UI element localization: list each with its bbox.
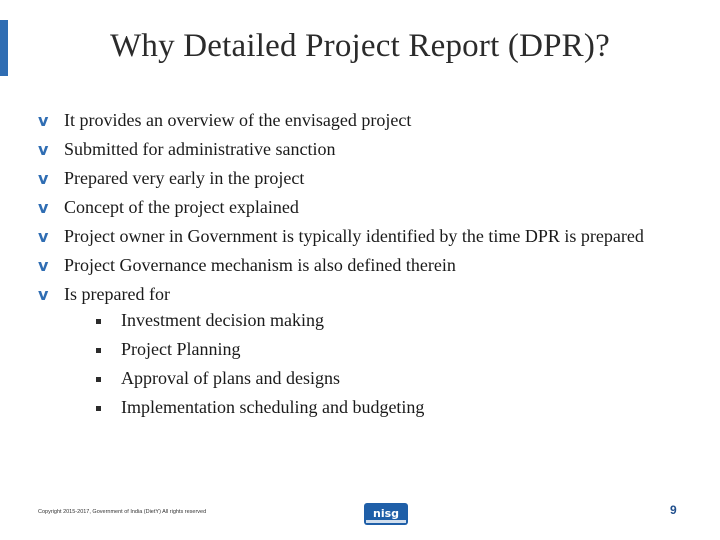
bullet-item	[38, 135, 644, 164]
bullet-item	[38, 222, 644, 251]
slide-title: Why Detailed Project Report (DPR)?	[110, 28, 610, 64]
bullet-item	[38, 164, 644, 193]
checkmark-bullet-icon: v	[38, 169, 49, 188]
sub-bullet-text: Implementation scheduling and budgeting	[121, 397, 425, 417]
nisg-logo	[364, 503, 408, 525]
square-bullet-icon	[96, 377, 101, 382]
sub-bullet-text: Investment decision making	[121, 310, 324, 330]
bullet-list	[38, 106, 644, 309]
checkmark-bullet-icon: v	[38, 285, 49, 304]
bullet-item	[38, 280, 644, 309]
square-bullet-icon	[96, 406, 101, 411]
sub-bullet-list	[92, 306, 424, 422]
square-bullet-icon	[96, 319, 101, 324]
bullet-text: Submitted for administrative sanction	[64, 139, 336, 159]
sub-bullet-item	[92, 393, 424, 422]
bullet-text: Project owner in Government is typically identified by the time DPR is prepared	[64, 226, 644, 246]
sub-bullet-text: Project Planning	[121, 339, 241, 359]
sub-bullet-text: Approval of plans and designs	[121, 368, 340, 388]
bullet-text: Prepared very early in the project	[64, 168, 305, 188]
page-number: 9	[670, 503, 677, 517]
bullet-item	[38, 251, 644, 280]
sub-bullet-item	[92, 306, 424, 335]
checkmark-bullet-icon: v	[38, 227, 49, 246]
checkmark-bullet-icon: v	[38, 140, 49, 159]
checkmark-bullet-icon: v	[38, 198, 49, 217]
sub-bullet-item	[92, 335, 424, 364]
checkmark-bullet-icon: v	[38, 256, 49, 275]
bullet-item	[38, 106, 644, 135]
bullet-text: Concept of the project explained	[64, 197, 299, 217]
bullet-text: It provides an overview of the envisaged project	[64, 110, 412, 130]
bullet-item	[38, 193, 644, 222]
logo-text: nisg	[372, 507, 400, 520]
bullet-text: Project Governance mechanism is also defined therein	[64, 255, 456, 275]
sub-bullet-item	[92, 364, 424, 393]
bullet-text: Is prepared for	[64, 284, 170, 304]
square-bullet-icon	[96, 348, 101, 353]
checkmark-bullet-icon: v	[38, 111, 49, 130]
footer-copyright: Copyright 2015-2017, Government of India (DietY) All rights reserved	[38, 509, 207, 515]
